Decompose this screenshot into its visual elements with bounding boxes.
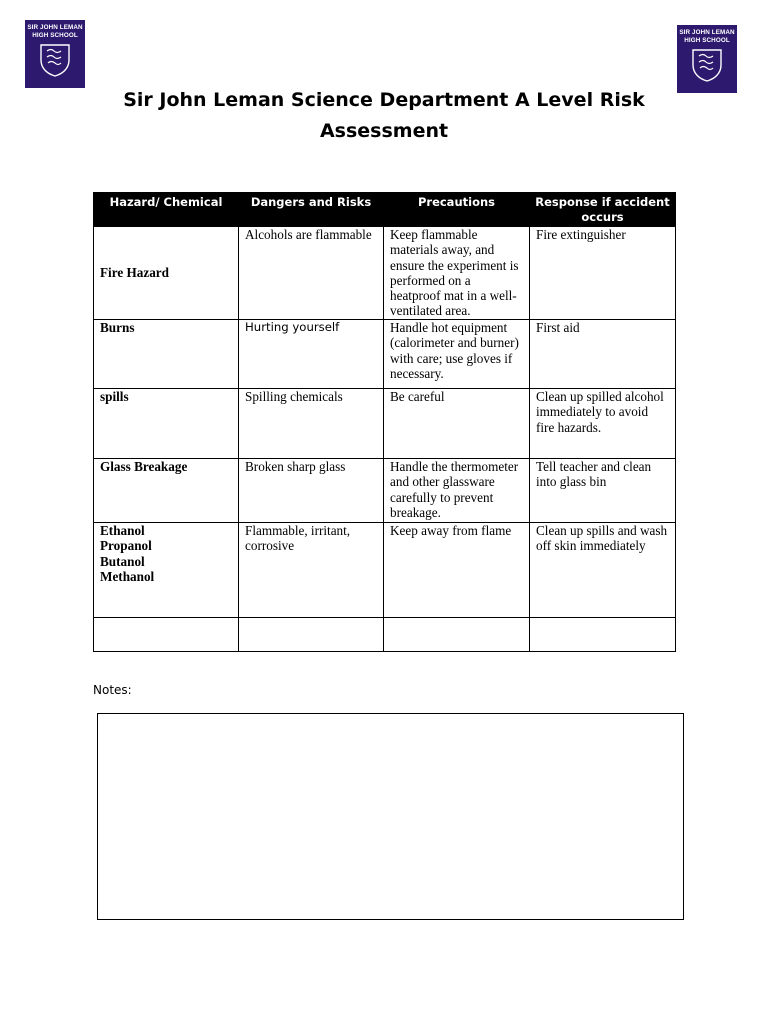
dangers-cell: Spilling chemicals <box>239 389 384 459</box>
precautions-cell: Handle the thermometer and other glassware carefully to prevent breakage. <box>384 459 530 523</box>
dangers-cell: Alcohols are flammable <box>239 227 384 320</box>
empty-cell[interactable] <box>94 618 239 652</box>
chemical-name: Ethanol <box>100 523 145 538</box>
column-header-hazard: Hazard/ Chemical <box>94 193 239 227</box>
response-cell: Fire extinguisher <box>530 227 676 320</box>
notes-label: Notes: <box>93 683 132 697</box>
hazard-cell: Fire Hazard <box>94 227 239 320</box>
page-title-continued: Assessment <box>319 120 449 142</box>
notes-box[interactable] <box>97 713 684 920</box>
precautions-cell: Be careful <box>384 389 530 459</box>
table-header-row <box>94 193 676 227</box>
page-title: Sir John Leman Science Department A Level Risk <box>123 89 645 111</box>
logo-text-line1: SIR JOHN LEMAN <box>679 29 735 36</box>
table-row <box>94 523 676 618</box>
chemical-name: Methanol <box>100 568 155 584</box>
column-header-response: Response if accident occurs <box>530 193 676 227</box>
dangers-cell: Broken sharp glass <box>239 459 384 523</box>
chemical-name: Propanol <box>100 538 152 554</box>
table-row <box>94 389 676 459</box>
response-cell: Clean up spills and wash off skin immediately <box>530 523 676 618</box>
dangers-cell: Flammable, irritant, corrosive <box>239 523 384 618</box>
table-row <box>94 227 676 320</box>
chemical-name: Butanol <box>100 553 145 569</box>
school-logo <box>677 25 737 93</box>
hazard-cell: Burns <box>94 320 239 389</box>
empty-table-row <box>94 618 676 652</box>
empty-cell[interactable] <box>384 618 530 652</box>
school-logo <box>25 20 85 88</box>
dangers-cell: Hurting yourself <box>239 320 384 389</box>
column-header-dangers: Dangers and Risks <box>239 193 384 227</box>
shield-icon <box>690 47 724 83</box>
hazard-cell: spills <box>94 389 239 459</box>
table-row <box>94 320 676 389</box>
hazard-cell <box>94 523 239 618</box>
column-header-precautions: Precautions <box>384 193 530 227</box>
precautions-cell: Keep away from flame <box>384 523 530 618</box>
precautions-cell: Keep flammable materials away, and ensure the experiment is performed on a heatproof mat in a well-ventilated area. <box>384 227 530 320</box>
empty-cell[interactable] <box>530 618 676 652</box>
response-cell: Tell teacher and clean into glass bin <box>530 459 676 523</box>
hazard-cell: Glass Breakage <box>94 459 239 523</box>
logo-text-line2: HIGH SCHOOL <box>684 37 730 44</box>
precautions-cell: Handle hot equipment (calorimeter and burner) with care; use gloves if necessary. <box>384 320 530 389</box>
risk-assessment-table <box>93 192 676 652</box>
table-row <box>94 459 676 523</box>
shield-icon <box>38 42 72 78</box>
logo-text-line1: SIR JOHN LEMAN <box>27 24 83 31</box>
empty-cell[interactable] <box>239 618 384 652</box>
response-cell: Clean up spilled alcohol immediately to avoid fire hazards. <box>530 389 676 459</box>
logo-text-line2: HIGH SCHOOL <box>32 32 78 39</box>
response-cell: First aid <box>530 320 676 389</box>
